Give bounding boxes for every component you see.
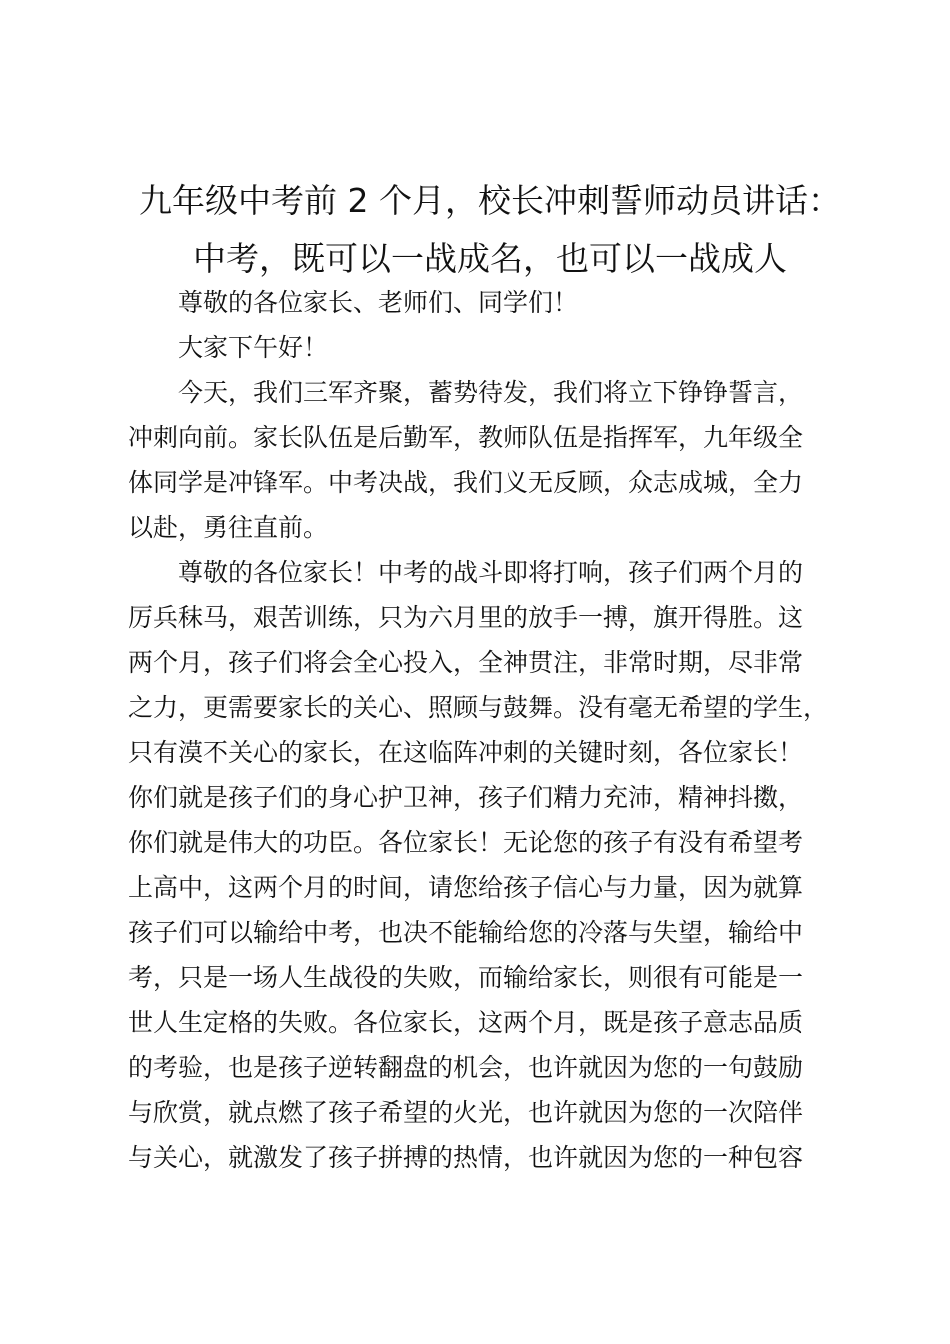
paragraph-line: 与欣赏，就点燃了孩子希望的火光，也许就因为您的一次陪伴 — [128, 1098, 804, 1127]
document-body — [128, 280, 848, 1180]
paragraph-line: 只有漠不关心的家长，在这临阵冲刺的关键时刻，各位家长！ — [128, 738, 804, 767]
paragraph-line: 与关心，就激发了孩子拼搏的热情，也许就因为您的一种包容 — [128, 1143, 804, 1172]
document-title — [100, 172, 880, 288]
title-line: 九年级中考前 2 个月，校长冲刺誓师动员讲话： — [139, 181, 841, 220]
paragraph-line: 冲刺向前。家长队伍是后勤军，教师队伍是指挥军，九年级全 — [128, 423, 804, 452]
paragraph-line: 考，只是一场人生战役的失败，而输给家长，则很有可能是一 — [128, 963, 804, 992]
paragraph-line: 世人生定格的失败。各位家长，这两个月，既是孩子意志品质 — [128, 1008, 804, 1037]
paragraph-line: 孩子们可以输给中考，也决不能输给您的冷落与失望，输给中 — [128, 918, 804, 947]
title-line: 中考，既可以一战成名，也可以一战成人 — [193, 239, 787, 278]
paragraph-line: 上高中，这两个月的时间，请您给孩子信心与力量，因为就算 — [128, 873, 804, 902]
paragraph-line: 你们就是孩子们的身心护卫神，孩子们精力充沛，精神抖擞， — [128, 783, 804, 812]
paragraph-line: 厉兵秣马，艰苦训练，只为六月里的放手一搏，旗开得胜。这 — [128, 603, 804, 632]
paragraph-line: 两个月，孩子们将会全心投入，全神贯注，非常时期，尽非常 — [128, 648, 804, 677]
paragraph-line: 今天，我们三军齐聚，蓄势待发，我们将立下铮铮誓言， — [178, 378, 804, 407]
salutation: 尊敬的各位家长、老师们、同学们！ — [178, 288, 579, 317]
greeting: 大家下午好！ — [178, 333, 329, 362]
paragraph-line: 体同学是冲锋军。中考决战，我们义无反顾，众志成城，全力 — [128, 468, 804, 497]
paragraph-line: 尊敬的各位家长！中考的战斗即将打响，孩子们两个月的 — [178, 558, 804, 587]
paragraph-line: 的考验，也是孩子逆转翻盘的机会，也许就因为您的一句鼓励 — [128, 1053, 804, 1082]
paragraph-line: 你们就是伟大的功臣。各位家长！无论您的孩子有没有希望考 — [128, 828, 804, 857]
paragraph-line: 之力，更需要家长的关心、照顾与鼓舞。没有毫无希望的学生， — [128, 693, 829, 722]
paragraph-line: 以赴，勇往直前。 — [128, 513, 329, 542]
